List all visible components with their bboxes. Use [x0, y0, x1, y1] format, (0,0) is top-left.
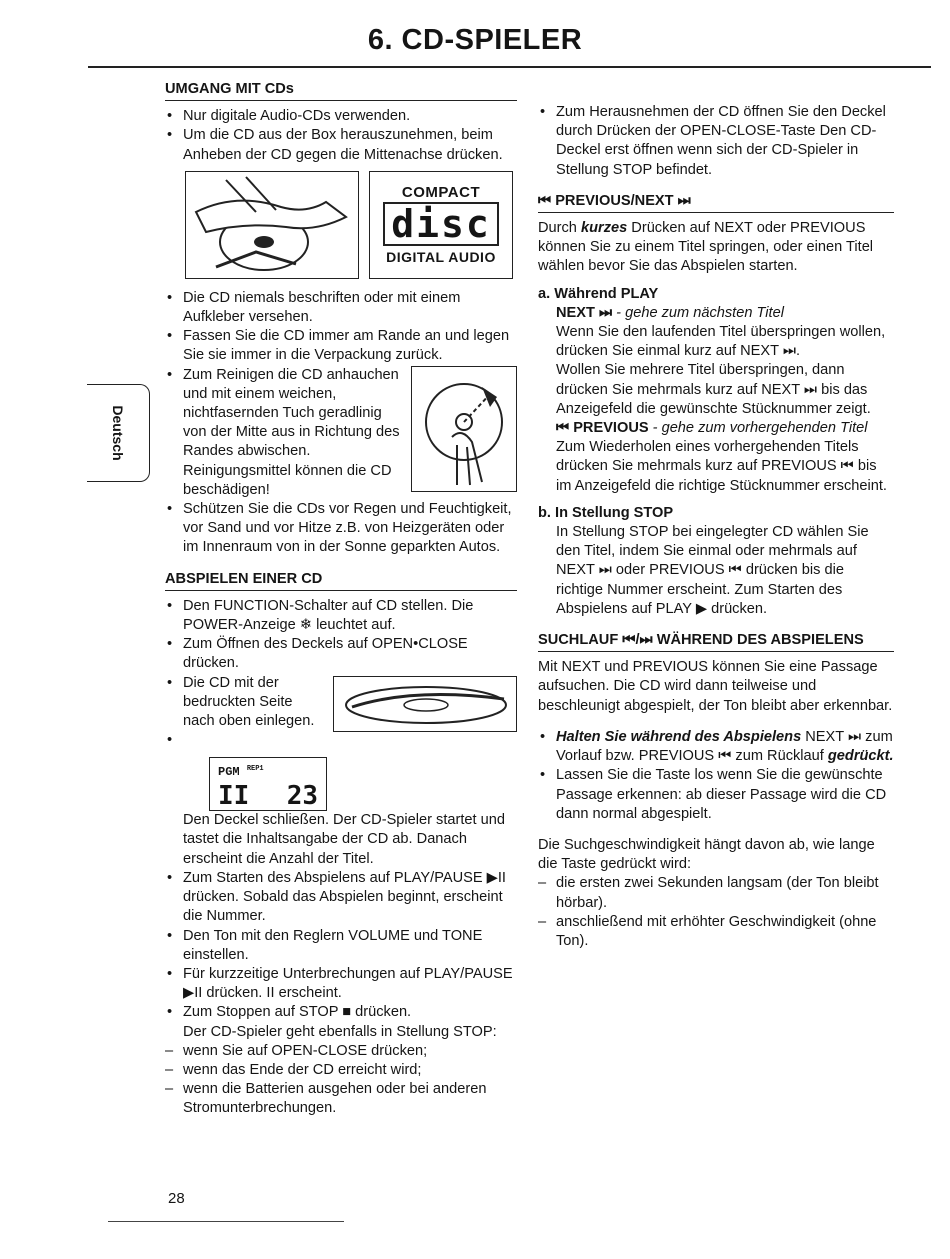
- list-item: • Nur digitale Audio-CDs verwenden.: [165, 107, 517, 126]
- cd-tray-illustration: [333, 676, 517, 732]
- list-item: • Zum Reinigen die CD anhauchen und mit einem weichen, nichtfasernden Tuch geradlinig von der Mitte aus in Richtung des Randes abwischen. Reinigungsmittel können die CD beschädigen!: [165, 366, 517, 500]
- cd-insert-icon: [334, 677, 516, 731]
- language-tab: [87, 384, 150, 482]
- list-item: • Schützen Sie die CDs vor Regen und Feuchtigkeit, vor Sand und vor Hitze z.B. von Heizgeräten oder im Innenraum von in der Sonne geparkten Autos.: [165, 500, 517, 558]
- logo-top-text: COMPACT: [401, 183, 481, 201]
- cleaning-cloth-icon: [412, 367, 516, 491]
- list-item: • Die CD mit der bedruckten Seite nach oben einlegen.: [165, 674, 517, 732]
- search-intro: Mit NEXT und PREVIOUS können Sie eine Passage aufsuchen. Die CD wird dann teilweise und beschleunigt abgespielt, der Ton bleibt aber erkennbar.: [538, 659, 893, 714]
- compact-disc-logo: [369, 171, 513, 279]
- search-speed-intro: Die Suchgeschwindigkeit hängt davon ab, wie lange die Taste gedrückt wird:: [538, 836, 875, 873]
- prevnext-intro: Durch kurzes Drücken auf NEXT oder PREVIOUS können Sie zu einem Titel springen, oder einen Titel wählen bevor Sie das Abspielen starten.: [538, 220, 874, 275]
- logo-bottom-text: DIGITAL AUDIO: [386, 248, 496, 265]
- stop-conditions-list: [165, 1042, 517, 1119]
- lcd-readout: [218, 782, 318, 810]
- search-list: [538, 728, 894, 824]
- list-item: • Den FUNCTION-Schalter auf CD stellen. Die POWER-Anzeige ❄ leuchtet auf.: [165, 597, 517, 635]
- handling-list: [165, 107, 517, 165]
- list-item: • Zum Öffnen des Deckels auf OPEN•CLOSE drücken.: [165, 635, 517, 673]
- list-item: • Fassen Sie die CD immer am Rande an und legen Sie sie immer in die Verpackung zurück.: [165, 327, 517, 365]
- list-item: • Zum Herausnehmen der CD öffnen Sie den Deckel durch Drücken der OPEN-CLOSE-Taste Den CD-Deckel erst öffnen wenn sich der CD-Spieler in Stellung STOP befindet.: [538, 103, 894, 180]
- remove-list: [538, 103, 894, 180]
- prevnext-heading: ⏮ PREVIOUS/NEXT ⏭: [538, 192, 894, 213]
- list-item: • Die CD niemals beschriften oder mit einem Aufkleber versehen.: [165, 289, 517, 327]
- list-item: – die ersten zwei Sekunden langsam (der Ton bleibt hörbar).: [538, 874, 894, 912]
- handling-heading: UMGANG MIT CDs: [165, 80, 517, 101]
- list-item: • Halten Sie während des Abspielens NEXT ⏭ zum Vorlauf bzw. PREVIOUS ⏮ zum Rücklauf gedrückt.: [538, 728, 894, 766]
- right-column: [538, 103, 894, 951]
- playing-heading: ABSPIELEN EINER CD: [165, 570, 517, 591]
- during-play-title: a. Während PLAY: [538, 285, 659, 302]
- language-tab-label: Deutsch: [110, 405, 126, 461]
- left-column: [165, 80, 517, 1119]
- list-item: • Lassen Sie die Taste los wenn Sie die gewünschte Passage erkennen: ab dieser Passage wird die CD dann normal abgespielt.: [538, 766, 894, 824]
- stop-mode-section: In Stellung STOP bei eingelegter CD wählen Sie den Titel, indem Sie einmal oder mehrmals auf NEXT ⏭ oder PREVIOUS ⏮ drücken bis die richtige Nummer erscheint. Zum Starten des Abspielens auf PLAY ▶ drücken.: [556, 524, 869, 617]
- handling-figures: [185, 171, 517, 279]
- hand-lifting-cd-icon: [186, 172, 358, 278]
- list-item: • Um die CD aus der Box herauszunehmen, beim Anheben der CD gegen die Mittenachse drücken.: [165, 126, 517, 164]
- cd-removal-illustration: [185, 171, 359, 279]
- lcd-display: [209, 757, 327, 811]
- cd-cleaning-illustration: [411, 366, 517, 492]
- search-speed-list: [538, 874, 894, 951]
- logo-disc-text: disc: [383, 202, 499, 246]
- lcd-pause: II: [218, 781, 250, 812]
- stop-mode-title: b. In Stellung STOP: [538, 504, 674, 521]
- list-item: – wenn die Batterien ausgehen oder bei anderen Stromunterbrechungen.: [165, 1080, 517, 1118]
- list-item: • Zum Stoppen auf STOP ■ drücken. Der CD-Spieler geht ebenfalls in Stellung STOP:: [165, 1003, 517, 1041]
- page-title: 6. CD-SPIELER: [367, 24, 583, 56]
- footer-rule: [108, 1221, 344, 1222]
- care-list: [165, 289, 517, 558]
- list-item: • Den Ton mit den Reglern VOLUME und TONE einstellen.: [165, 927, 517, 965]
- title-rule: [88, 66, 931, 68]
- list-item: • Zum Starten des Abspielens auf PLAY/PAUSE ▶II drücken. Sobald das Abspielen beginnt, erscheint die Nummer.: [165, 869, 517, 927]
- search-heading: SUCHLAUF ⏮/⏭ WÄHREND DES ABSPIELENS: [538, 631, 894, 652]
- list-item: – wenn Sie auf OPEN-CLOSE drücken;: [165, 1042, 517, 1061]
- list-item: • Für kurzzeitige Unterbrechungen auf PLAY/PAUSE ▶II drücken. II erscheint.: [165, 965, 517, 1003]
- list-item: – wenn das Ende der CD erreicht wird;: [165, 1061, 517, 1080]
- page-number: 28: [168, 1190, 185, 1207]
- lcd-pgm: • PGM $^{REP1}$: [218, 765, 264, 780]
- playing-list: [165, 597, 517, 1042]
- list-item: – anschließend mit erhöhter Geschwindigkeit (ohne Ton).: [538, 913, 894, 951]
- lcd-digits: 23: [286, 781, 318, 812]
- list-item: • PGM $^{REP1}$ II 23 Den Deckel schließen. Der CD-Spieler startet und tastet die Inhaltsangabe der CD ab. Danach erscheint die Anzahl der Titel.: [165, 731, 517, 869]
- during-play-section: NEXT ⏭ - gehe zum nächsten Titel Wenn Sie den laufenden Titel überspringen wollen, drücken Sie einmal kurz auf NEXT ⏭. Wollen Sie mehrere Titel überspringen, dann drücken Sie mehrmals kurz auf NEXT ⏭ bis das Anzeigefeld die gewünschte Stücknummer zeigt. ⏮ PREVIOUS - gehe zum vorhergehenden Titel Zum Wiederholen eines vorhergehenden Titels drücken Sie mehrmals kurz auf PREVIOUS ⏮ bis im Anzeigefeld die richtige Stücknummer erscheint.: [556, 304, 887, 494]
